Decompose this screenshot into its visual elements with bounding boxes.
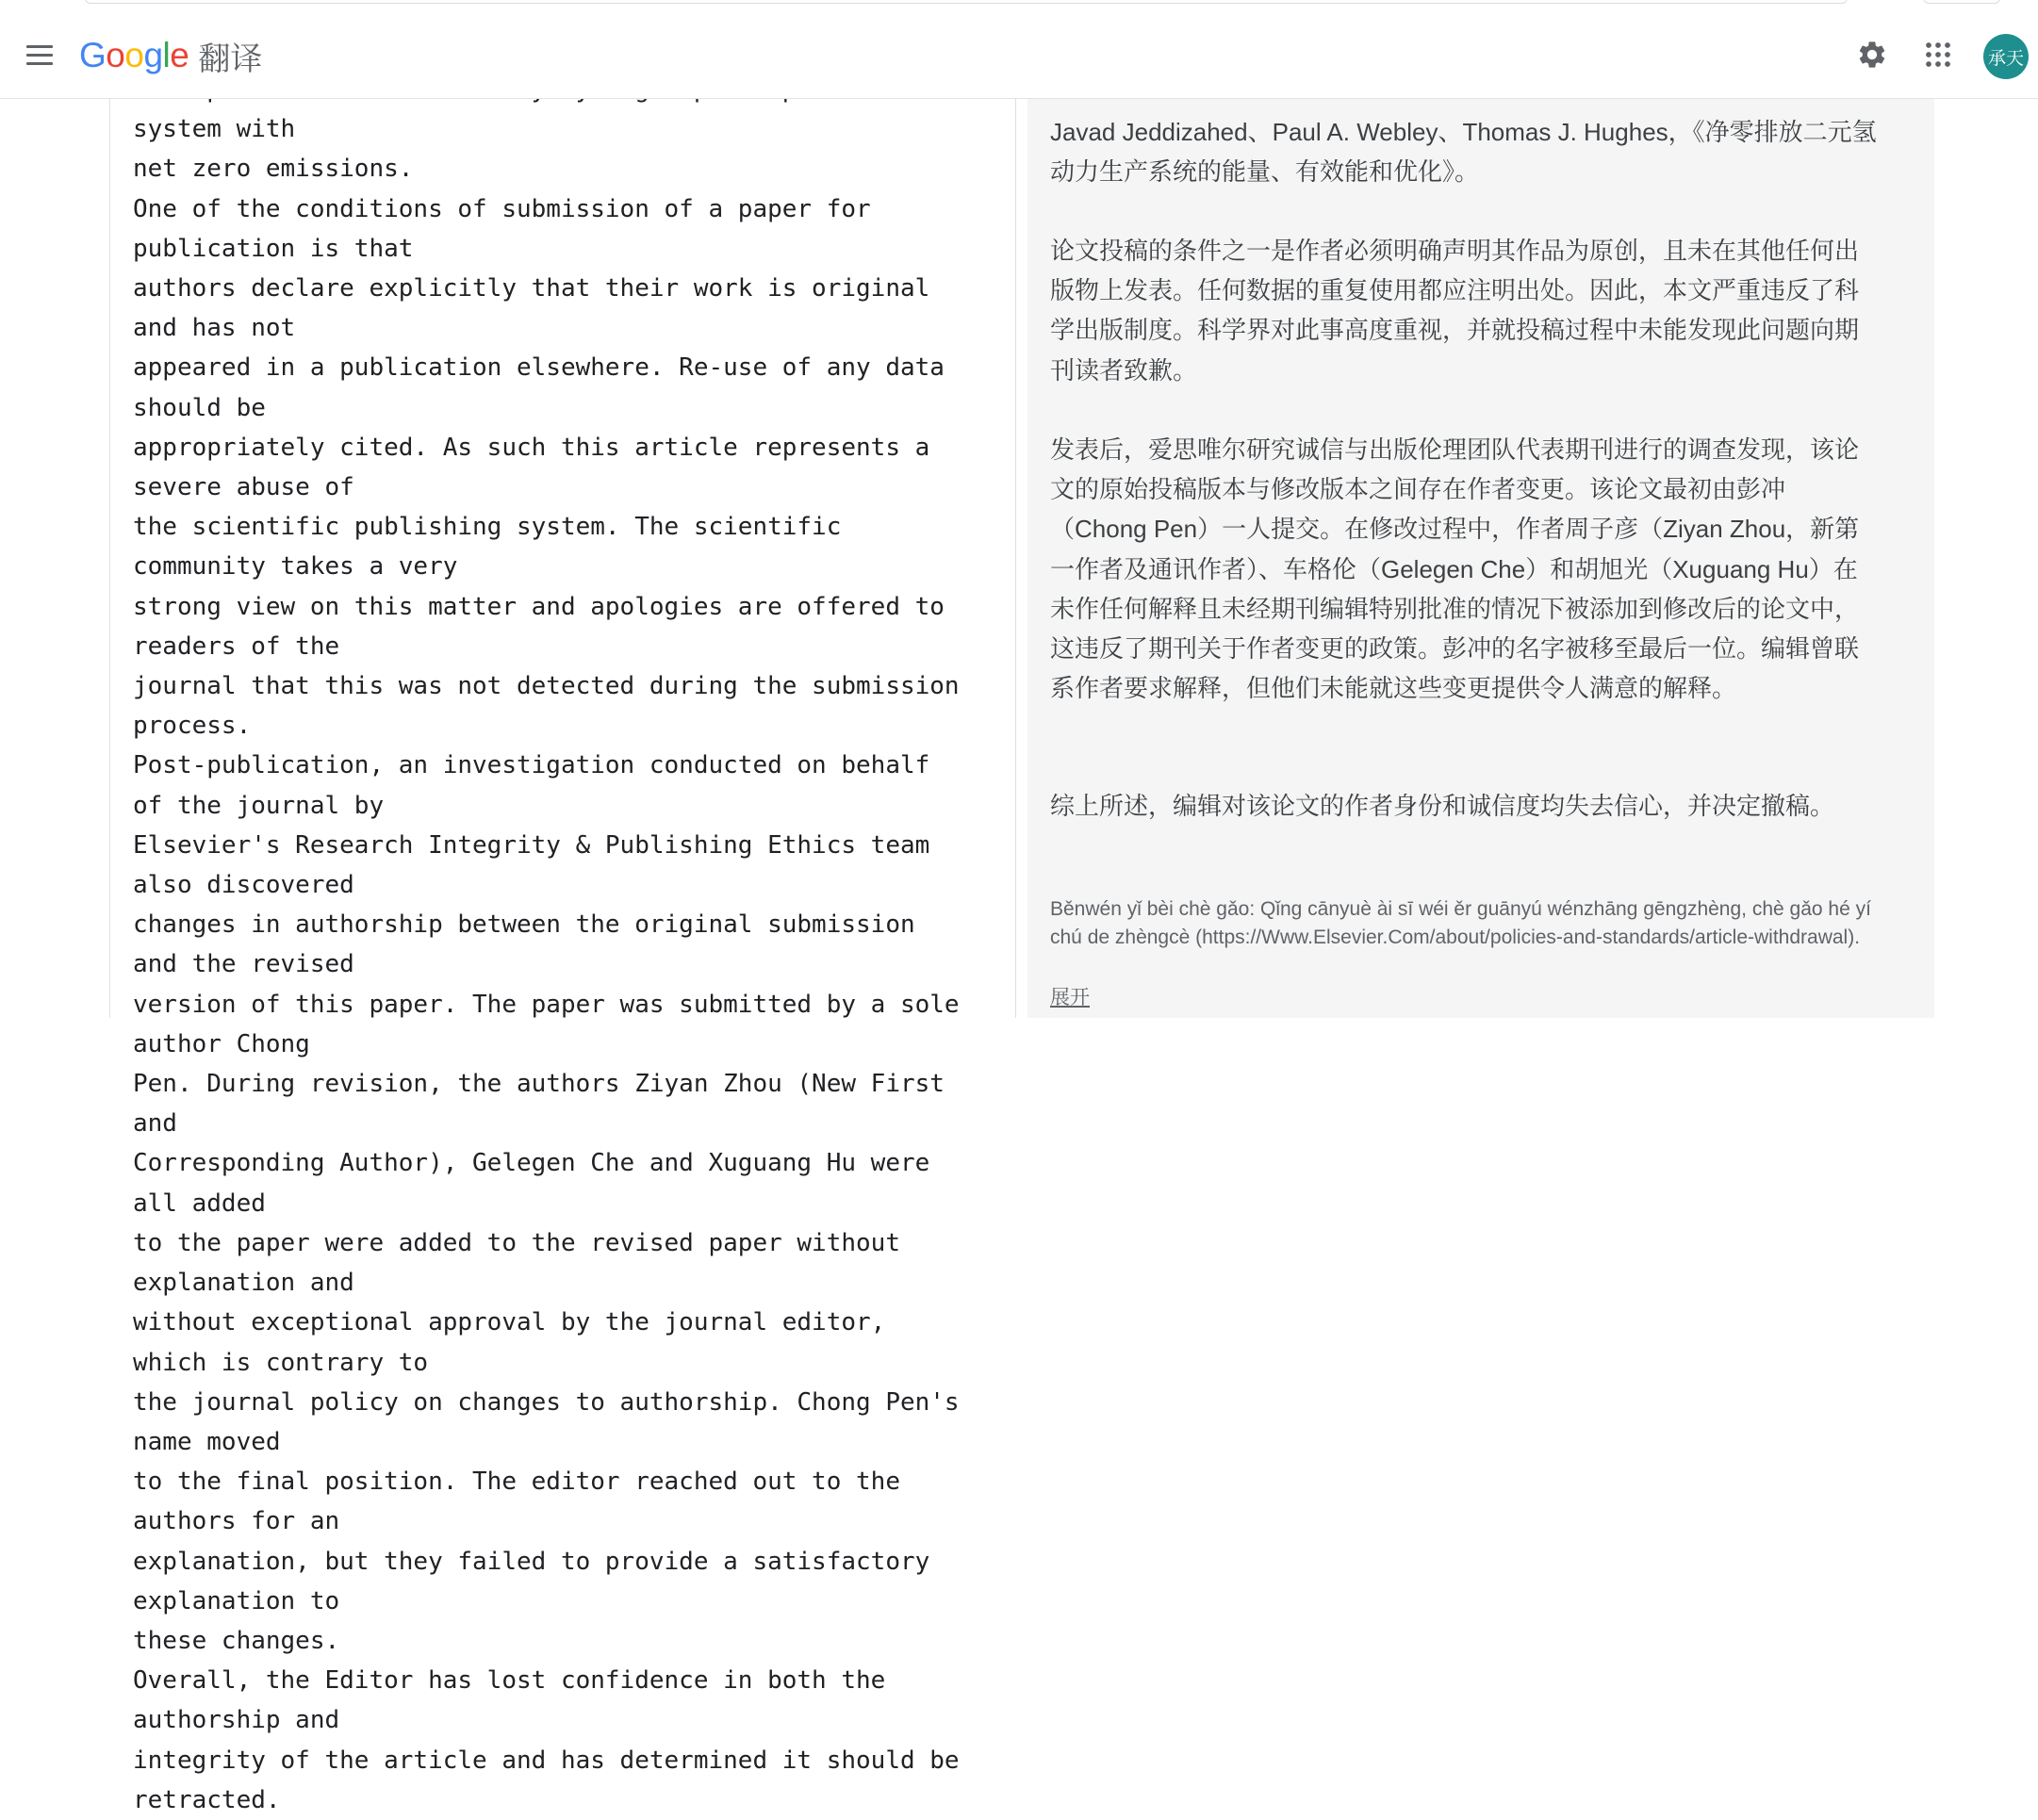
source-text[interactable]: system with net zero emissions. One of the conditions of submission of a paper for publication is that authors declare explicitly that their work is original and has not appeared in a publication elsewhere. Re-use of any data should be appropriately cited. As such this article represents a severe abuse of the scientific publishing system. The scientific community takes a very strong view on this matter and apologies are offered to readers of the journal that this was not detected during the submission process. Post-publication, an investigation conducted on behalf of the journal by Elsevier's Research Integrity & Publishing Ethics team also discovered changes in authorship between the original submission and the revised version of this paper. The paper was submitted by a sole author Chong Pen. During revision, the authors Ziyan Zhou (New First and Corresponding Author), Gelegen Che and Xuguang Hu were all added to the paper were added to the revised paper without explanation and without exceptional approval by the journal editor, which is contrary to the journal policy on changes to authorship. Chong Pen's name moved to the final position. The editor reached out to the authors for an explanation, but they failed to provide a satisfactory explanation to these changes. Overall, the Editor has lost confidence in both the authorship and integrity of the article and has determined it should be retracted. bbox=[133, 115, 960, 1814]
toolbar-button-edge[interactable] bbox=[1923, 0, 2000, 4]
gear-icon bbox=[1856, 39, 1888, 71]
account-avatar[interactable]: 承天 bbox=[1983, 34, 2029, 79]
logo-letter: l bbox=[162, 36, 171, 74]
menu-icon[interactable] bbox=[21, 36, 58, 74]
apps-grid-icon bbox=[1924, 41, 1952, 69]
expand-link[interactable]: 展开 bbox=[1050, 987, 1090, 1008]
apps-button[interactable] bbox=[1917, 34, 1959, 75]
romanization-text: Běnwén yǐ bèi chè gǎo: Qǐng cānyuè ài sī wéi ěr guānyú wénzhāng gēngzhèng, chè gǎo hé yí chú de zhèngcè (https://Www.Elsevier.Com/about/policies-and-standards/article-withdrawal). bbox=[1050, 898, 1871, 948]
source-text-pane[interactable] bbox=[109, 98, 1016, 1814]
logo-letter: e bbox=[170, 36, 189, 74]
translation-pane bbox=[1027, 98, 1934, 1018]
translation-paragraph: 发表后，爱思唯尔研究诚信与出版伦理团队代表期刊进行的调查发现，该论文的原始投稿版本与修改版本之间存在作者变更。该论文最初由彭冲（Chong Pen）一人提交。在修改过程中，作者周子彦（Ziyan Zhou，新第一作者及通讯作者）、车格伦（Gelegen Che）和胡旭光（Xuguang Hu）在未作任何解释且未经期刊编辑特别批准的情况下被添加到修改后的论文中，这违反了期刊关于作者变更的政策。彭冲的名字被移至最后一位。编辑曾联系作者要求解释，但他们未能就这些变更提供令人满意的解释。 bbox=[1050, 435, 1860, 703]
logo-letter: G bbox=[79, 36, 107, 74]
address-bar-edge[interactable] bbox=[85, 0, 1848, 4]
logo-letter: g bbox=[143, 36, 163, 74]
google-translate-logo[interactable] bbox=[79, 32, 262, 79]
settings-button[interactable] bbox=[1851, 34, 1893, 75]
app-header bbox=[0, 6, 2038, 99]
product-name: 翻译 bbox=[198, 41, 263, 77]
logo-letter: o bbox=[124, 36, 144, 74]
logo-letter: o bbox=[106, 36, 125, 74]
translation-paragraph: 综上所述，编辑对该论文的作者身份和诚信度均失去信心，并决定撤稿。 bbox=[1050, 792, 1835, 820]
translation-paragraph: 论文投稿的条件之一是作者必须明确声明其作品为原创，且未在其他任何出版物上发表。任何数据的重复使用都应注明出处。因此，本文严重违反了科学出版制度。科学界对此事高度重视，并就投稿过程中未能发现此问题向期刊读者致歉。 bbox=[1050, 237, 1860, 385]
translation-paragraph: Javad Jeddizahed、Paul A. Webley、Thomas J. Hughes，《净零排放二元氢动力生产系统的能量、有效能和优化》。 bbox=[1050, 118, 1877, 187]
